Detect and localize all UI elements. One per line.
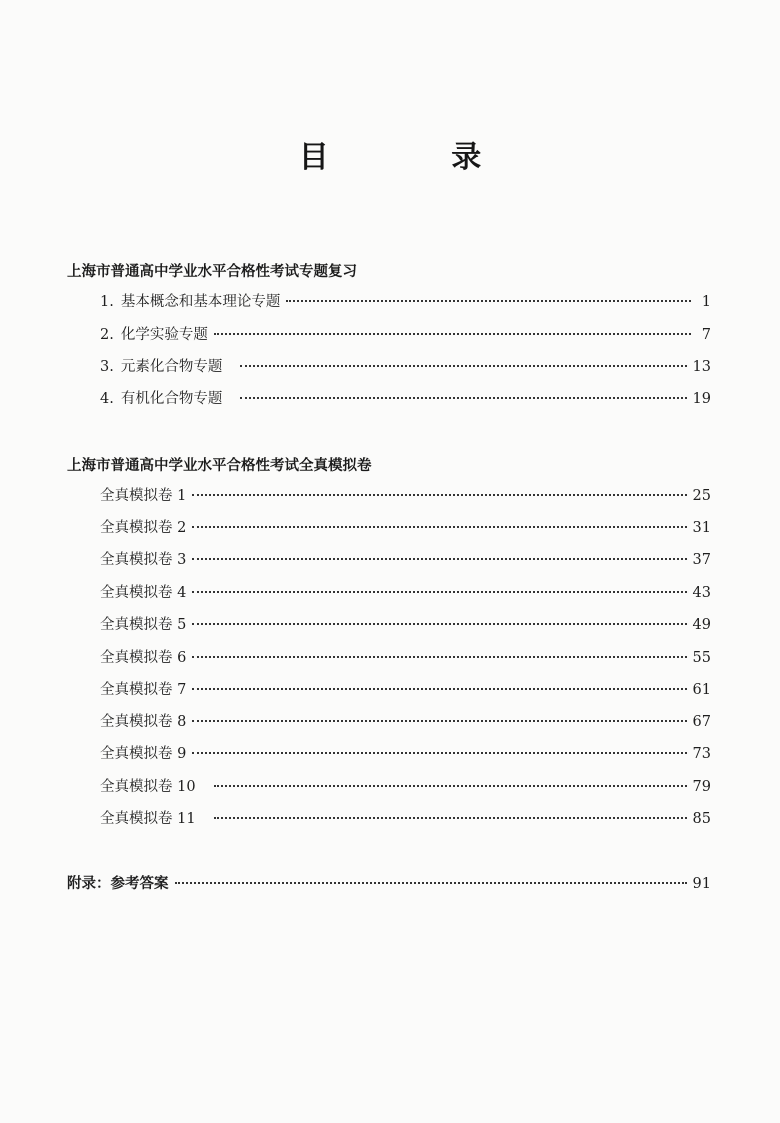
toc-entry-label: 有机化合物专题 bbox=[120, 391, 223, 407]
toc-entry-label: 全真模拟卷 11 bbox=[100, 811, 196, 827]
toc-entry[interactable] bbox=[100, 807, 711, 829]
toc-entry-page: 61 bbox=[692, 682, 711, 698]
toc-entry[interactable] bbox=[100, 613, 711, 635]
toc-entry-number: 1. bbox=[100, 294, 114, 310]
toc-entry-page: 79 bbox=[692, 779, 711, 795]
dot-leader bbox=[192, 752, 686, 754]
section-heading-mock-exams: 上海市普通高中学业水平合格性考试全真模拟卷 bbox=[67, 458, 372, 474]
toc-entry[interactable] bbox=[100, 516, 711, 538]
toc-entry-label: 全真模拟卷 6 bbox=[100, 650, 187, 666]
toc-entry[interactable] bbox=[100, 387, 711, 409]
section-heading-review: 上海市普通高中学业水平合格性考试专题复习 bbox=[67, 264, 357, 280]
toc-entry-label: 全真模拟卷 2 bbox=[100, 520, 187, 536]
page-title: 目 录 bbox=[298, 140, 538, 175]
toc-entry-page: 19 bbox=[692, 391, 711, 407]
dot-leader bbox=[175, 882, 687, 884]
appendix-page: 91 bbox=[692, 876, 711, 892]
dot-leader bbox=[192, 656, 686, 658]
toc-entry-label: 全真模拟卷 5 bbox=[100, 617, 187, 633]
toc-entry[interactable] bbox=[100, 581, 711, 603]
dot-leader bbox=[214, 785, 687, 787]
toc-entry-label: 元素化合物专题 bbox=[120, 359, 223, 375]
toc-entry-page: 37 bbox=[692, 552, 711, 568]
toc-entry-page: 43 bbox=[692, 585, 711, 601]
toc-entry-label: 全真模拟卷 9 bbox=[100, 746, 187, 762]
toc-entry-label: 基本概念和基本理论专题 bbox=[120, 294, 281, 310]
toc-entry-page: 13 bbox=[692, 359, 711, 375]
toc-entry-label: 全真模拟卷 8 bbox=[100, 714, 187, 730]
toc-entry-label: 全真模拟卷 7 bbox=[100, 682, 187, 698]
toc-entry-label: 全真模拟卷 3 bbox=[100, 552, 187, 568]
toc-entry-appendix[interactable] bbox=[67, 872, 711, 894]
toc-entry-page: 7 bbox=[701, 327, 711, 343]
toc-entry[interactable] bbox=[100, 710, 711, 732]
dot-leader bbox=[192, 494, 686, 496]
toc-entry-page: 49 bbox=[692, 617, 711, 633]
dot-leader bbox=[192, 591, 686, 593]
toc-entry[interactable] bbox=[100, 484, 711, 506]
toc-entry-page: 31 bbox=[692, 520, 711, 536]
toc-entry-label: 全真模拟卷 10 bbox=[100, 779, 196, 795]
toc-entry-page: 85 bbox=[692, 811, 711, 827]
dot-leader bbox=[192, 558, 686, 560]
dot-leader bbox=[240, 365, 686, 367]
toc-entry-label: 全真模拟卷 4 bbox=[100, 585, 187, 601]
toc-entry-label: 化学实验专题 bbox=[120, 327, 208, 343]
dot-leader bbox=[192, 623, 686, 625]
toc-entry[interactable] bbox=[100, 355, 711, 377]
toc-entry-page: 73 bbox=[692, 746, 711, 762]
toc-entry[interactable] bbox=[100, 323, 711, 345]
toc-entry[interactable] bbox=[100, 678, 711, 700]
dot-leader bbox=[214, 333, 691, 335]
dot-leader bbox=[286, 300, 691, 302]
dot-leader bbox=[214, 817, 687, 819]
appendix-label: 附录：参考答案 bbox=[67, 876, 169, 892]
dot-leader bbox=[192, 720, 686, 722]
toc-entry-page: 67 bbox=[692, 714, 711, 730]
dot-leader bbox=[192, 526, 686, 528]
toc-entry[interactable] bbox=[100, 548, 711, 570]
toc-entry[interactable] bbox=[100, 646, 711, 668]
toc-entry-number: 3. bbox=[100, 359, 114, 375]
toc-entry-page: 25 bbox=[692, 488, 711, 504]
toc-entry-number: 2. bbox=[100, 327, 114, 343]
toc-entry-page: 1 bbox=[701, 294, 711, 310]
toc-entry[interactable] bbox=[100, 742, 711, 764]
toc-entry-label: 全真模拟卷 1 bbox=[100, 488, 187, 504]
toc-entry-number: 4. bbox=[100, 391, 114, 407]
dot-leader bbox=[192, 688, 686, 690]
toc-entry[interactable] bbox=[100, 290, 711, 312]
toc-entry-page: 55 bbox=[692, 650, 711, 666]
dot-leader bbox=[240, 397, 686, 399]
toc-entry[interactable] bbox=[100, 775, 711, 797]
